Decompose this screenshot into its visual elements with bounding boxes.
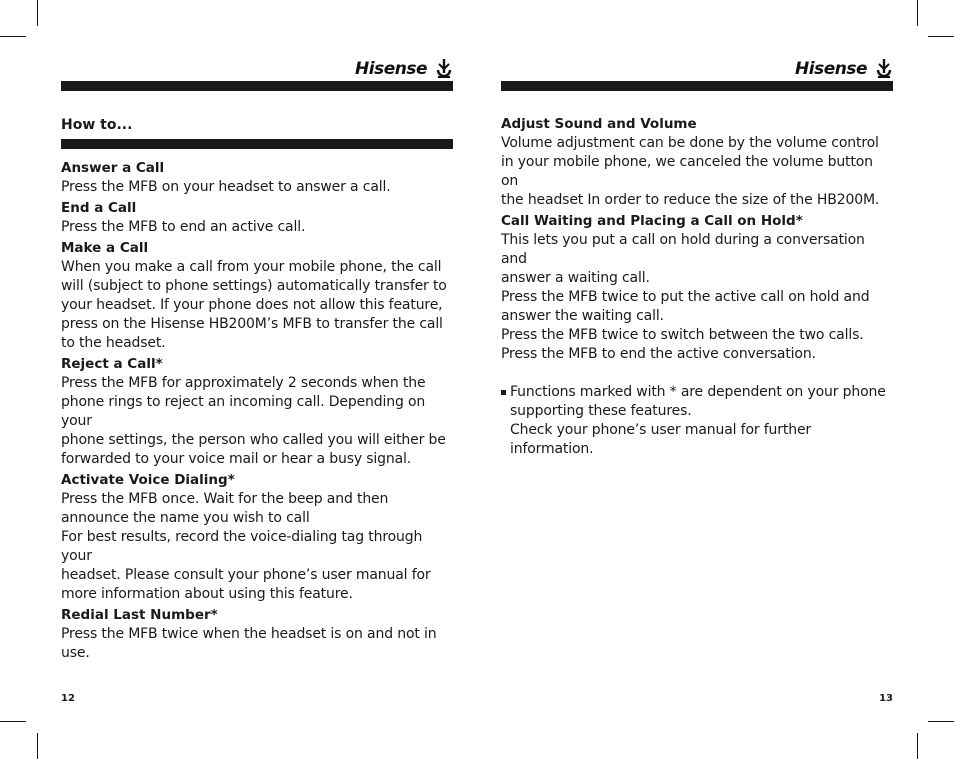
item-text: the headset In order to reduce the size of the HB200M. <box>501 192 880 208</box>
item-text: Press the MFB on your headset to answer a call. <box>61 179 391 195</box>
crop-mark <box>917 733 918 759</box>
item-call-waiting <box>501 212 893 364</box>
item-heading: Make a Call <box>61 240 149 256</box>
item-text: your headset. If your phone does not allow this feature, <box>61 297 443 313</box>
item-text: to the headset. <box>61 335 166 351</box>
note-text: supporting these features. <box>510 403 692 419</box>
item-heading: Answer a Call <box>61 160 165 176</box>
right-page <box>501 0 893 759</box>
brand-name: Hisense <box>795 59 867 79</box>
item-heading: Activate Voice Dialing* <box>61 472 235 488</box>
item-text: Press the MFB to end the active conversation. <box>501 346 816 362</box>
item-text: Press the MFB twice to put the active call on hold and <box>501 289 870 305</box>
brand-name: Hisense <box>355 59 427 79</box>
item-text: more information about using this feature. <box>61 586 353 602</box>
header-bar <box>501 81 893 91</box>
hisense-mark-icon <box>435 58 453 80</box>
item-text: press on the Hisense HB200M’s MFB to transfer the call <box>61 316 443 332</box>
item-text: phone settings, the person who called you will either be <box>61 432 446 448</box>
item-text: answer the waiting call. <box>501 308 664 324</box>
item-text: in your mobile phone, we canceled the volume button on <box>501 154 873 189</box>
item-redial <box>61 606 453 663</box>
header-bar <box>61 81 453 91</box>
page-number: 13 <box>879 693 893 704</box>
item-text: This lets you put a call on hold during a conversation and <box>501 232 865 267</box>
bullet-square-icon <box>501 390 506 395</box>
item-answer-call <box>61 159 453 197</box>
item-voice-dialing <box>61 471 453 604</box>
item-text: headset. Please consult your phone’s user manual for <box>61 567 431 583</box>
item-text: Volume adjustment can be done by the volume control <box>501 135 879 151</box>
note-text: Check your phone’s user manual for further information. <box>510 422 812 457</box>
item-text: Press the MFB twice when the headset is on and not in use. <box>61 626 437 661</box>
item-heading: Redial Last Number* <box>61 607 218 623</box>
item-adjust-volume <box>501 115 893 210</box>
item-text: forwarded to your voice mail or hear a busy signal. <box>61 451 412 467</box>
brand-logo <box>355 58 453 80</box>
item-text: When you make a call from your mobile phone, the call <box>61 259 442 275</box>
hisense-mark-icon <box>875 58 893 80</box>
crop-mark <box>0 721 26 722</box>
section-divider <box>61 139 453 149</box>
left-page <box>61 0 453 759</box>
item-text: will (subject to phone settings) automatically transfer to <box>61 278 447 294</box>
brand-logo <box>795 58 893 80</box>
crop-mark <box>928 36 954 37</box>
crop-mark <box>917 0 918 26</box>
item-text: For best results, record the voice-dialing tag through your <box>61 529 423 564</box>
crop-mark <box>37 733 38 759</box>
item-text: Press the MFB once. Wait for the beep and then <box>61 491 389 507</box>
right-content <box>501 115 893 459</box>
item-end-call <box>61 199 453 237</box>
item-heading: Call Waiting and Placing a Call on Hold* <box>501 213 803 229</box>
item-heading: Reject a Call* <box>61 356 163 372</box>
item-heading: End a Call <box>61 200 137 216</box>
item-heading: Adjust Sound and Volume <box>501 116 697 132</box>
page-number: 12 <box>61 693 75 704</box>
crop-mark <box>0 36 26 37</box>
item-text: Press the MFB to end an active call. <box>61 219 306 235</box>
item-text: announce the name you wish to call <box>61 510 310 526</box>
item-make-call <box>61 239 453 353</box>
item-text: answer a waiting call. <box>501 270 650 286</box>
left-content <box>61 159 453 665</box>
item-reject-call <box>61 355 453 469</box>
item-text: Press the MFB twice to switch between the two calls. <box>501 327 864 343</box>
section-title: How to... <box>61 117 133 133</box>
item-text: phone rings to reject an incoming call. Depending on your <box>61 394 426 429</box>
crop-mark <box>37 0 38 26</box>
crop-mark <box>928 721 954 722</box>
note-text: Functions marked with * are dependent on your phone <box>510 384 886 400</box>
item-text: Press the MFB for approximately 2 seconds when the <box>61 375 426 391</box>
footnote <box>501 383 893 459</box>
